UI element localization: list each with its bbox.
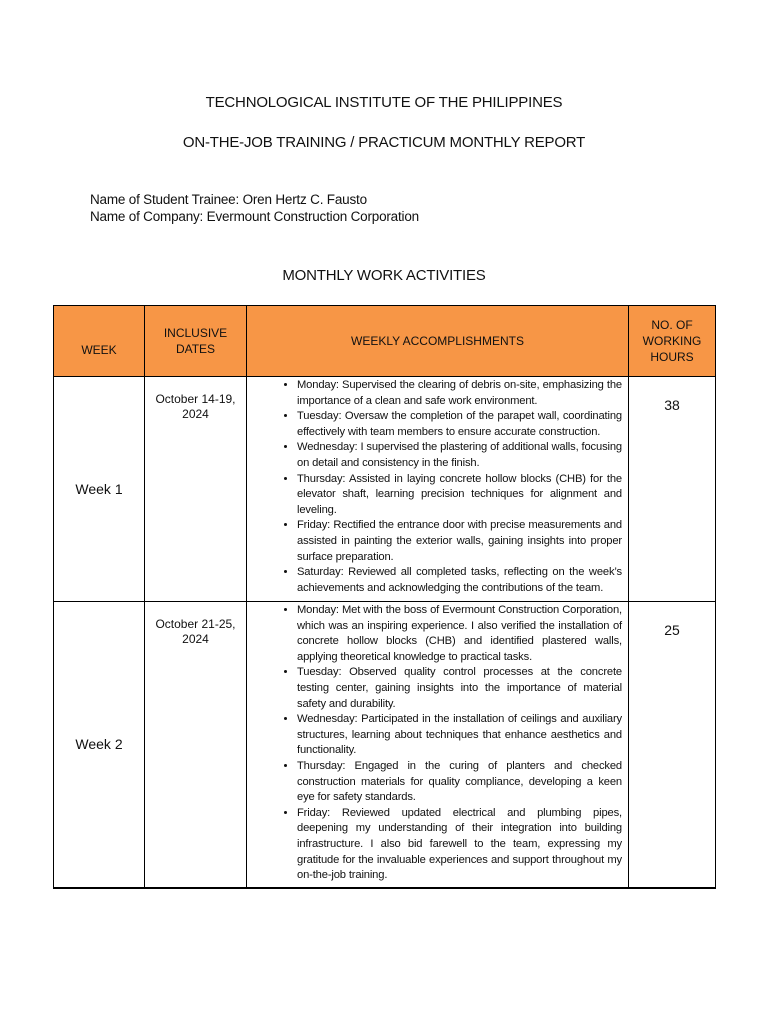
table-row — [54, 377, 716, 602]
list-item: • Wednesday: I supervised the plastering of additional walls, focusing on detail and consistency in the finish. — [297, 440, 622, 471]
list-item: • Monday: Supervised the clearing of debris on-site, emphasizing the importance of a clean and safe work environment. — [297, 378, 622, 409]
header-working-hours: NO. OF WORKING HOURS — [629, 306, 716, 377]
section-title: MONTHLY WORK ACTIVITIES — [282, 267, 486, 284]
dates-cell: October 14-19, 2024 — [145, 377, 247, 602]
accomplishments-cell — [247, 602, 629, 888]
institution-title: TECHNOLOGICAL INSTITUTE OF THE PHILIPPINES — [205, 94, 563, 111]
dates-cell: October 21-25, 2024 — [145, 602, 247, 888]
accomplishments-cell — [247, 377, 629, 602]
header-week: WEEK — [54, 306, 145, 377]
hours-cell: 25 — [629, 602, 716, 888]
list-item: • Wednesday: Participated in the installation of ceilings and auxiliary structures, learning about techniques that enhance aesthetics and functionality. — [297, 712, 622, 759]
table-row — [54, 602, 716, 888]
list-item: • Tuesday: Oversaw the completion of the parapet wall, coordinating effectively with team members to ensure accurate construction. — [297, 409, 622, 440]
list-item: • Tuesday: Observed quality control processes at the concrete testing center, gaining insights into the importance of material safety and durability. — [297, 665, 622, 712]
list-item: • Thursday: Assisted in laying concrete hollow blocks (CHB) for the elevator shaft, learning precision techniques for alignment and leveling. — [297, 472, 622, 519]
list-item: • Monday: Met with the boss of Evermount Construction Corporation, which was an inspiring experience. I also verified the installation of concrete hollow blocks (CHB) and identified plastered walls, applying theoretical knowledge to practical tasks. — [297, 603, 622, 665]
week-cell: Week 1 — [54, 377, 145, 602]
company-name: Name of Company: Evermount Construction Corporation — [90, 209, 419, 224]
hours-cell: 38 — [629, 377, 716, 602]
header-weekly-accomplishments: WEEKLY ACCOMPLISHMENTS — [247, 306, 629, 377]
list-item: • Thursday: Engaged in the curing of planters and checked construction materials for quality compliance, developing a keen eye for safety standards. — [297, 759, 622, 806]
list-item: • Friday: Rectified the entrance door with precise measurements and assisted in painting the exterior walls, gaining insights into proper surface preparation. — [297, 518, 622, 565]
monthly-activities-table — [53, 305, 716, 889]
list-item: • Saturday: Reviewed all completed tasks, reflecting on the week’s achievements and acknowledging the contributions of the team. — [297, 565, 622, 596]
header-inclusive-dates: INCLUSIVE DATES — [145, 306, 247, 377]
student-trainee-name: Name of Student Trainee: Oren Hertz C. Fausto — [90, 192, 367, 207]
report-title: ON-THE-JOB TRAINING / PRACTICUM MONTHLY REPORT — [182, 134, 586, 151]
list-item: • Friday: Reviewed updated electrical and plumbing pipes, deepening my understanding of their integration into building infrastructure. I also bid farewell to the team, expressing my gratitude for the invaluable experiences and support throughout my on-the-job training. — [297, 806, 622, 884]
table-header-row — [54, 306, 716, 377]
week-cell: Week 2 — [54, 602, 145, 888]
